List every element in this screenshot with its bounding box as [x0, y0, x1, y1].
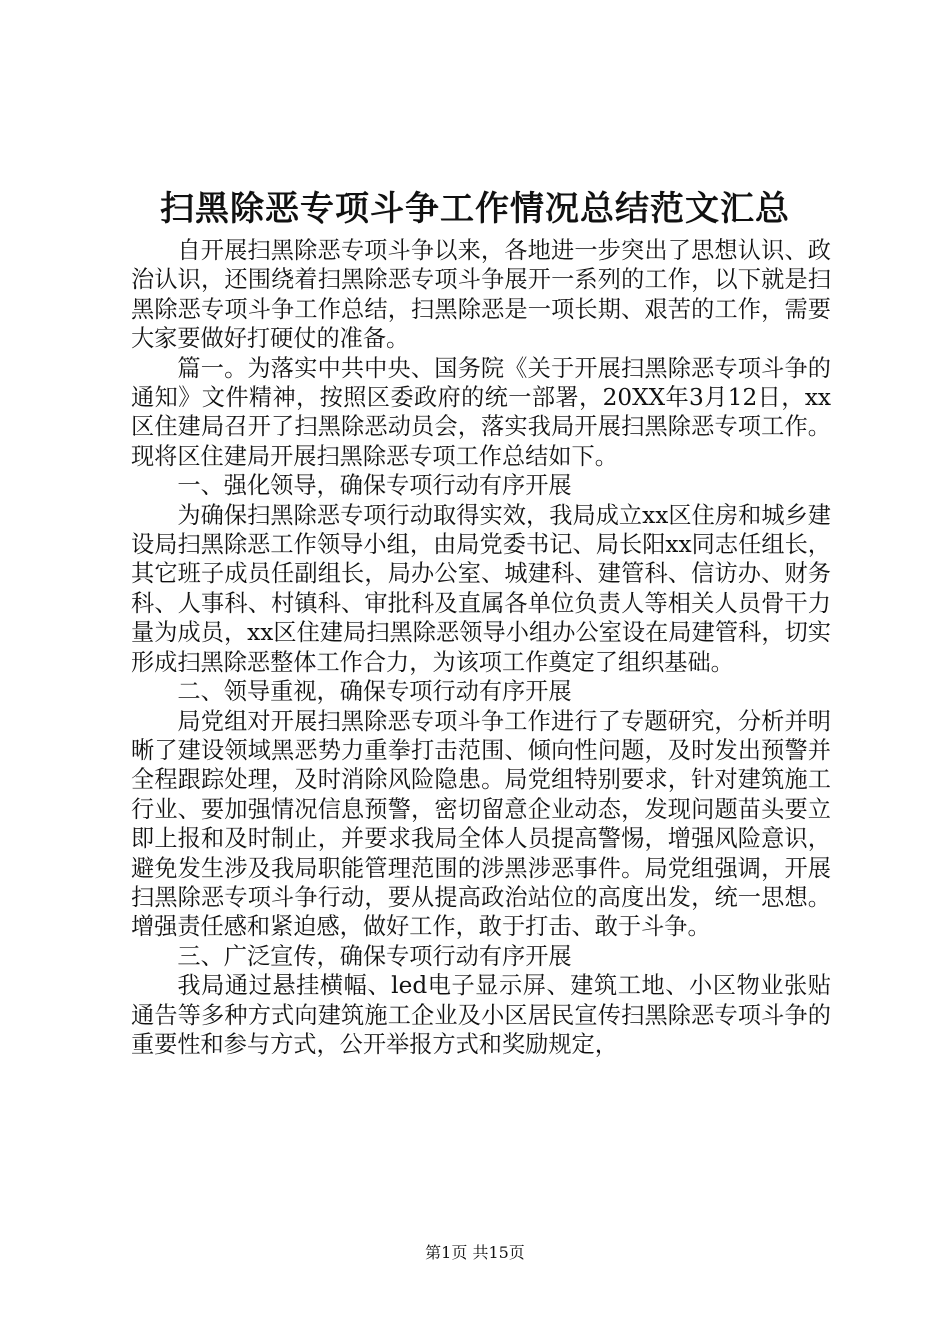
paragraph-section-2: 局党组对开展扫黑除恶专项斗争工作进行了专题研究，分析并明晰了建设领域黑恶势力重拳打击范围、倾向性问题，及时发出预警并全程跟踪处理，及时消除风险隐患。局党组特别要求，针对建筑施工行业、要加强情况信息预警，密切留意企业动态，发现问题苗头要立即上报和及时制止，并要求我局全体人员提高警惕，增强风险意识，避免发生涉及我局职能管理范围的涉黑涉恶事件。局党组强调，开展扫黑除恶专项斗争行动，要从提高政治站位的高度出发，统一思想。增强责任感和紧迫感，做好工作，敢于打击、敢于斗争。	[131, 707, 831, 941]
paragraph-section-3: 我局通过悬挂横幅、led电子显示屏、建筑工地、小区物业张贴通告等多种方式向建筑施工企业及小区居民宣传扫黑除恶专项斗争的重要性和参与方式，公开举报方式和奖励规定，	[131, 972, 831, 1058]
document-body	[131, 236, 831, 1059]
paragraph-part-one: 篇一。为落实中共中央、国务院《关于开展扫黑除恶专项斗争的通知》文件精神，按照区委政府的统一部署，20XX年3月12日，xx区住建局召开了扫黑除恶动员会，落实我局开展扫黑除恶专项工作。现将区住建局开展扫黑除恶专项工作总结如下。	[131, 354, 831, 470]
document-title: 扫黑除恶专项斗争工作情况总结范文汇总	[160, 189, 790, 229]
section-heading-1: 一、强化领导，确保专项行动有序开展	[177, 472, 572, 500]
paragraph-section-1: 为确保扫黑除恶专项行动取得实效，我局成立xx区住房和城乡建设局扫黑除恶工作领导小组，由局党委书记、局长阳xx同志任组长，其它班子成员任副组长，局办公室、城建科、建管科、信访办、财务科、人事科、村镇科、审批科及直属各单位负责人等相关人员骨干力量为成员，xx区住建局扫黑除恶领导小组办公室设在局建管科，切实形成扫黑除恶整体工作合力，为该项工作奠定了组织基础。	[131, 501, 831, 676]
paragraph-intro: 自开展扫黑除恶专项斗争以来，各地进一步突出了思想认识、政治认识，还围绕着扫黑除恶专项斗争展开一系列的工作，以下就是扫黑除恶专项斗争工作总结，扫黑除恶是一项长期、艰苦的工作，需要大家要做好打硬仗的准备。	[131, 237, 831, 353]
section-heading-2: 二、领导重视，确保专项行动有序开展	[177, 678, 572, 706]
page-number-footer: 第1页 共15页	[425, 1243, 525, 1262]
section-heading-3: 三、广泛宣传，确保专项行动有序开展	[177, 942, 572, 970]
